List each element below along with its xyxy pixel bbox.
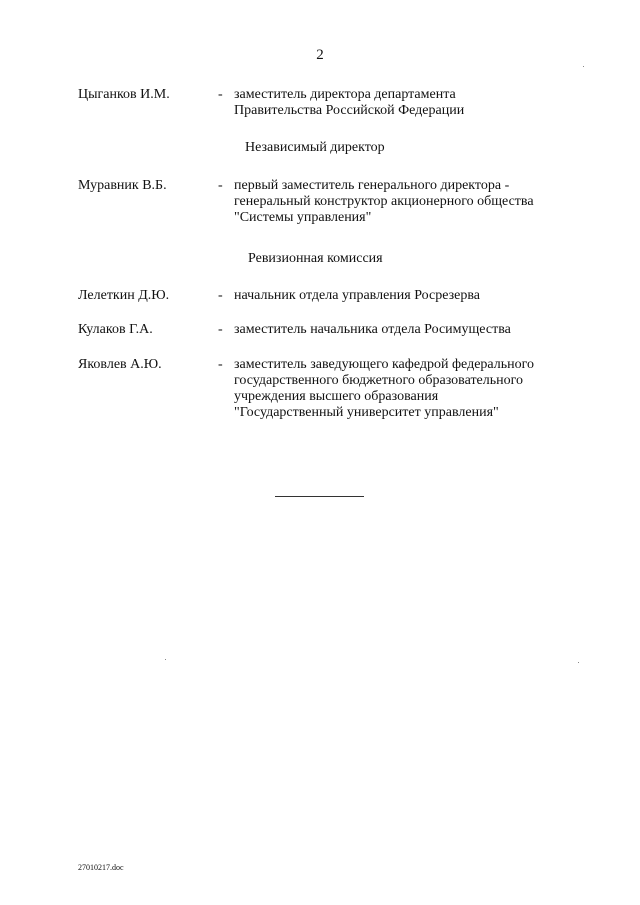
section-heading-audit-commission: Ревизионная комиссия: [248, 251, 383, 266]
member-role: [234, 322, 574, 338]
file-reference: 27010217.doc: [78, 863, 124, 872]
separator-dash: -: [218, 357, 223, 372]
role-line: учреждения высшего образования: [234, 389, 439, 404]
member-name: Цыганков И.М.: [78, 87, 170, 102]
section-heading-independent-director: Независимый директор: [245, 140, 385, 155]
member-role: [234, 357, 574, 421]
separator-dash: -: [218, 178, 223, 193]
role-line: "Системы управления": [234, 210, 372, 225]
separator-dash: -: [218, 322, 223, 337]
role-line: заместитель заведующего кафедрой федерального: [234, 357, 535, 372]
member-role: [234, 87, 574, 119]
member-name: Лелеткин Д.Ю.: [78, 288, 170, 303]
member-role: [234, 178, 574, 226]
page-number: 2: [316, 47, 324, 63]
member-name: Кулаков Г.А.: [78, 322, 153, 337]
member-name: Яковлев А.Ю.: [78, 357, 162, 372]
scan-speck: [165, 659, 166, 660]
end-of-list-rule: [275, 496, 364, 497]
role-line: "Государственный университет управления": [234, 405, 499, 420]
role-line: заместитель директора департамента: [234, 87, 456, 102]
separator-dash: -: [218, 288, 223, 303]
separator-dash: -: [218, 87, 223, 102]
role-line: первый заместитель генерального директора -: [234, 178, 510, 193]
role-line: Правительства Российской Федерации: [234, 103, 465, 118]
member-role: [234, 288, 574, 304]
role-line: генеральный конструктор акционерного общества: [234, 194, 534, 209]
scan-speck: [583, 66, 584, 67]
member-name: Муравник В.Б.: [78, 178, 167, 193]
scan-speck: [578, 662, 579, 663]
role-line: заместитель начальника отдела Росимущества: [234, 322, 511, 337]
role-line: государственного бюджетного образовательного: [234, 373, 524, 388]
role-line: начальник отдела управления Росрезерва: [234, 288, 480, 303]
